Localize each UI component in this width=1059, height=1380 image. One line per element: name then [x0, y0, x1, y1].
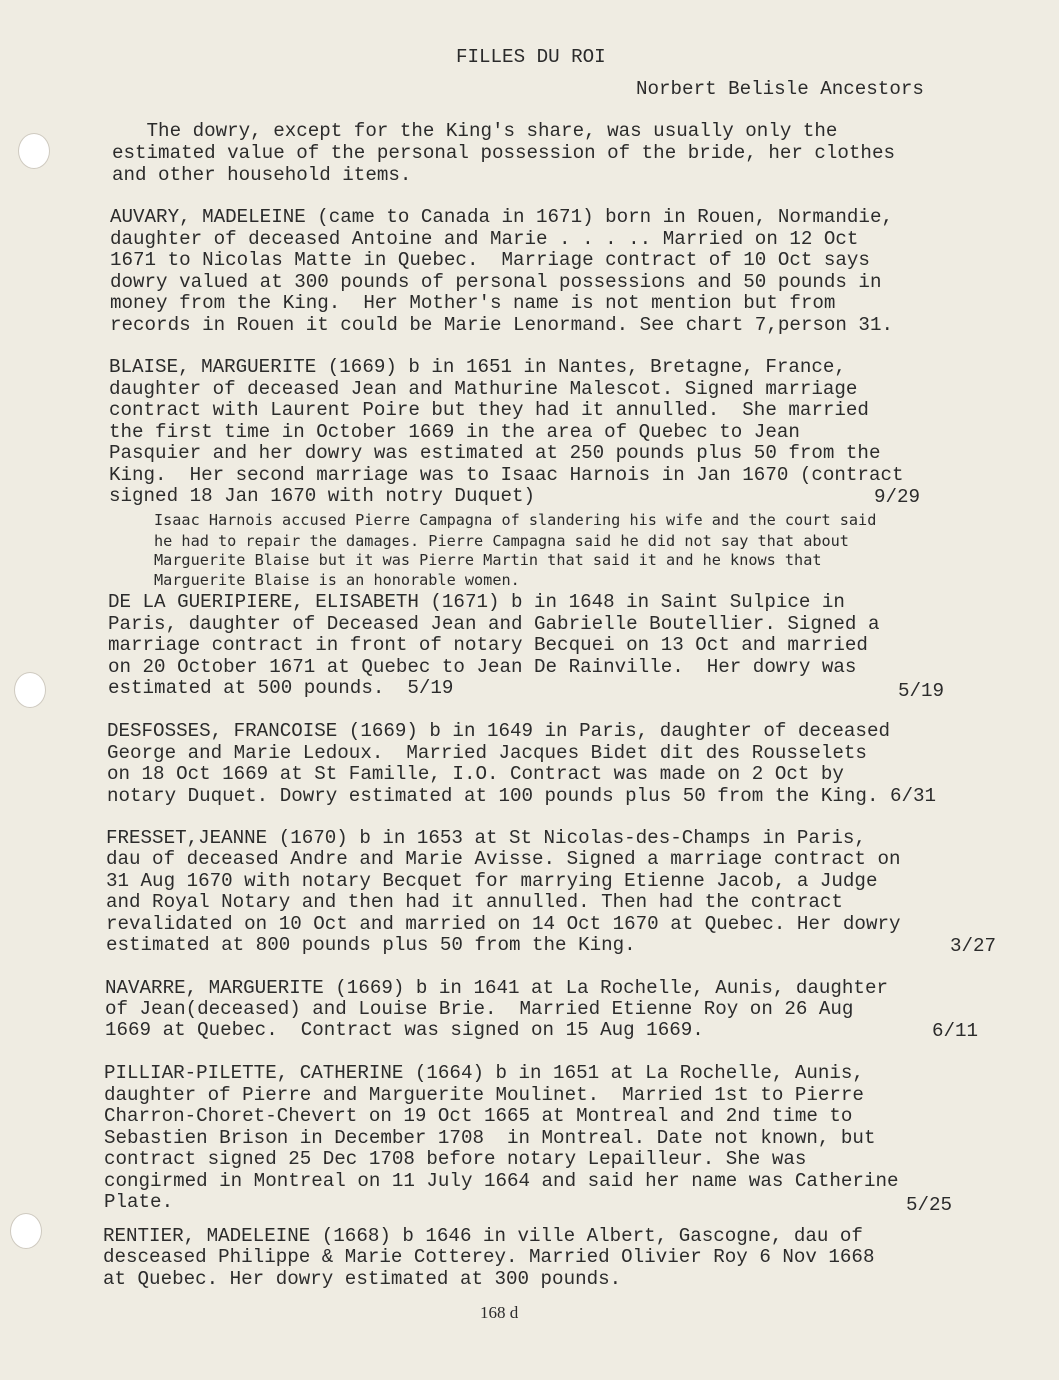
entry-line: notary Duquet. Dowry estimated at 100 pounds plus 50 from the King. 6/31	[107, 785, 937, 807]
page-number: 168 d	[480, 1303, 519, 1322]
page-title: FILLES DU ROI	[456, 46, 606, 68]
note-line: Marguerite Blaise is an honorable women.	[154, 571, 520, 589]
entry-line: dowry valued at 300 pounds of personal possessions and 50 pounds in	[110, 271, 882, 293]
entry-line: and Royal Notary and then had it annulled. Then had the contract	[106, 891, 843, 913]
entry-line: daughter of deceased Jean and Mathurine Malescot. Signed marriage	[109, 378, 858, 400]
note-line: he had to repair the damages. Pierre Campagna said he did not say that about	[154, 532, 849, 550]
entry-line: revalidated on 10 Oct and married on 14 Oct 1670 at Quebec. Her dowry	[106, 913, 901, 935]
chart-reference: 5/19	[898, 680, 945, 702]
entry-line: contract with Laurent Poire but they had it annulled. She married	[109, 399, 869, 421]
binder-hole-middle	[14, 672, 46, 708]
entry-line: Paris, daughter of Deceased Jean and Gabrielle Boutellier. Signed a	[108, 613, 880, 635]
intro-line: and other household items.	[112, 164, 412, 186]
entry-line: DESFOSSES, FRANCOISE (1669) b in 1649 in Paris, daughter of deceased	[107, 720, 890, 742]
entry-line: estimated at 500 pounds. 5/19	[108, 677, 454, 699]
entry-line: signed 18 Jan 1670 with notry Duquet)	[109, 485, 536, 507]
entry-line: George and Marie Ledoux. Married Jacques Bidet dit des Rousselets	[107, 742, 867, 764]
entry-line: daughter of deceased Antoine and Marie . . . .. Married on 12 Oct	[110, 228, 859, 250]
chart-reference: 6/11	[932, 1020, 979, 1042]
entry-line: dau of deceased Andre and Marie Avisse. Signed a marriage contract on	[106, 848, 901, 870]
intro-line: The dowry, except for the King's share, was usually only the	[112, 120, 838, 142]
entry-line: on 20 October 1671 at Quebec to Jean De Rainville. Her dowry was	[108, 656, 857, 678]
entry-line: Sebastien Brison in December 1708 in Montreal. Date not known, but	[104, 1127, 876, 1149]
entry-line: FRESSET,JEANNE (1670) b in 1653 at St Nicolas-des-Champs in Paris,	[106, 827, 866, 849]
entry-line: AUVARY, MADELEINE (came to Canada in 1671) born in Rouen, Normandie,	[110, 206, 893, 228]
binder-hole-bottom	[10, 1213, 42, 1249]
entry-line: marriage contract in front of notary Becquei on 13 Oct and married	[108, 634, 868, 656]
entry-line: desceased Philippe & Marie Cotterey. Married Olivier Roy 6 Nov 1668	[103, 1246, 875, 1268]
entry-line: daughter of Pierre and Marguerite Moulinet. Married 1st to Pierre	[104, 1084, 864, 1106]
entry-line: Charron-Choret-Chevert on 19 Oct 1665 at Montreal and 2nd time to	[104, 1105, 853, 1127]
entry-line: at Quebec. Her dowry estimated at 300 pounds.	[103, 1268, 622, 1290]
entry-line: 1669 at Quebec. Contract was signed on 15 Aug 1669.	[105, 1019, 704, 1041]
binder-hole-top	[18, 133, 50, 169]
chart-reference: 3/27	[950, 935, 997, 957]
entry-line: DE LA GUERIPIERE, ELISABETH (1671) b in 1648 in Saint Sulpice in	[108, 591, 845, 613]
note-line: Isaac Harnois accused Pierre Campagna of slandering his wife and the court said	[154, 511, 877, 529]
entry-line: RENTIER, MADELEINE (1668) b 1646 in ville Albert, Gascogne, dau of	[103, 1225, 863, 1247]
entry-line: of Jean(deceased) and Louise Brie. Married Etienne Roy on 26 Aug	[105, 998, 854, 1020]
entry-line: Plate.	[104, 1191, 174, 1213]
chart-reference: 9/29	[874, 486, 921, 508]
entry-line: PILLIAR-PILETTE, CATHERINE (1664) b in 1651 at La Rochelle, Aunis,	[104, 1062, 864, 1084]
entry-line: 31 Aug 1670 with notary Becquet for marrying Etienne Jacob, a Judge	[106, 870, 878, 892]
entry-line: the first time in October 1669 in the area of Quebec to Jean	[109, 421, 800, 443]
entry-line: estimated at 800 pounds plus 50 from the King.	[106, 934, 636, 956]
entry-line: Pasquier and her dowry was estimated at 250 pounds plus 50 from the	[109, 442, 881, 464]
entry-line: money from the King. Her Mother's name is not mention but from	[110, 292, 836, 314]
entry-line: King. Her second marriage was to Isaac Harnois in Jan 1670 (contract	[109, 464, 904, 486]
intro-line: estimated value of the personal possession of the bride, her clothes	[112, 142, 895, 164]
entry-line: on 18 Oct 1669 at St Famille, I.O. Contract was made on 2 Oct by	[107, 763, 844, 785]
entry-line: contract signed 25 Dec 1708 before notary Lepailleur. She was	[104, 1148, 807, 1170]
entry-line: NAVARRE, MARGUERITE (1669) b in 1641 at La Rochelle, Aunis, daughter	[105, 977, 888, 999]
entry-line: records in Rouen it could be Marie Lenormand. See chart 7,person 31.	[110, 314, 893, 336]
page-subtitle: Norbert Belisle Ancestors	[636, 78, 924, 100]
chart-reference: 5/25	[906, 1194, 953, 1216]
entry-line: 1671 to Nicolas Matte in Quebec. Marriage contract of 10 Oct says	[110, 249, 870, 271]
note-line: Marguerite Blaise but it was Pierre Martin that said it and he knows that	[154, 551, 822, 569]
entry-line: BLAISE, MARGUERITE (1669) b in 1651 in Nantes, Bretagne, France,	[109, 356, 846, 378]
entry-line: conɡirmed in Montreal on 11 July 1664 and said her name was Catherine	[104, 1170, 899, 1192]
